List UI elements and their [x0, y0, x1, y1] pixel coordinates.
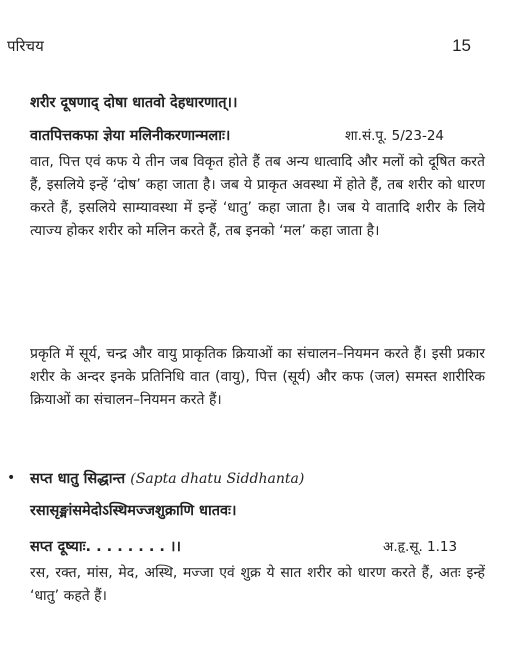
section-heading [30, 468, 304, 488]
verse-2-line-1: रसासृङ्मांसमेदोऽस्थिमज्जशुक्राणि धातवः। [30, 503, 237, 519]
verse-2-line-2: सप्त दूष्याः. . . . . . . . ।। [30, 539, 181, 555]
section-heading-hindi: सप्त धातु सिद्धान्त [30, 471, 126, 487]
verse-1-line-1: शरीर दूषणाद् दोषा धातवो देहधारणात्।। [30, 95, 238, 111]
section-heading-latin: (Sapta dhatu Siddhanta) [130, 471, 305, 487]
page-number: 15 [452, 36, 471, 55]
verse-1-reference: शा.सं.पू. 5/23-24 [345, 128, 445, 144]
running-header-title: परिचय [7, 37, 44, 55]
paragraph-sapta-dhatu: रस, रक्त, मांस, मेद, अस्थि, मज्जा एवं शुक्र ये सात शरीर को धारण करते हैं, अतः इन्हें ‘धातु’ कहते हैं। [30, 565, 485, 604]
paragraph-dosha-explanation: वात, पित्त एवं कफ ये तीन जब विकृत होते हैं तब अन्य धात्वादि और मलों को दूषित करते हैं, इसलिये इन्हें ‘दोष’ कहा जाता है। जब ये प्राकृत अवस्था में होते हैं, तब शरीर को धारण करते हैं, इसलिये साम्यावस्था में इन्हें ‘धातु’ कहा जाता है। जब ये वातादि शरीर के लिये त्याज्य होकर शरीर को मलिन करते हैं, तब इनको ‘मल’ कहा जाता है। [30, 154, 485, 239]
paragraph-nature-analogy: प्रकृति में सूर्य, चन्द्र और वायु प्राकृतिक क्रियाओं का संचालन–नियमन करते हैं। इसी प्रकार शरीर के अन्दर इनके प्रतिनिधि वात (वायु), पित्त (सूर्य) और कफ (जल) समस्त शारीरिक क्रियाओं का संचालन–नियमन करते हैं। [30, 346, 485, 408]
verse-2-reference: अ.हृ.सू. 1.13 [383, 539, 458, 555]
bullet-point: • [7, 470, 16, 486]
verse-1-line-2: वातपित्तकफा ज्ञेया मलिनीकरणान्मलाः। [30, 128, 231, 144]
